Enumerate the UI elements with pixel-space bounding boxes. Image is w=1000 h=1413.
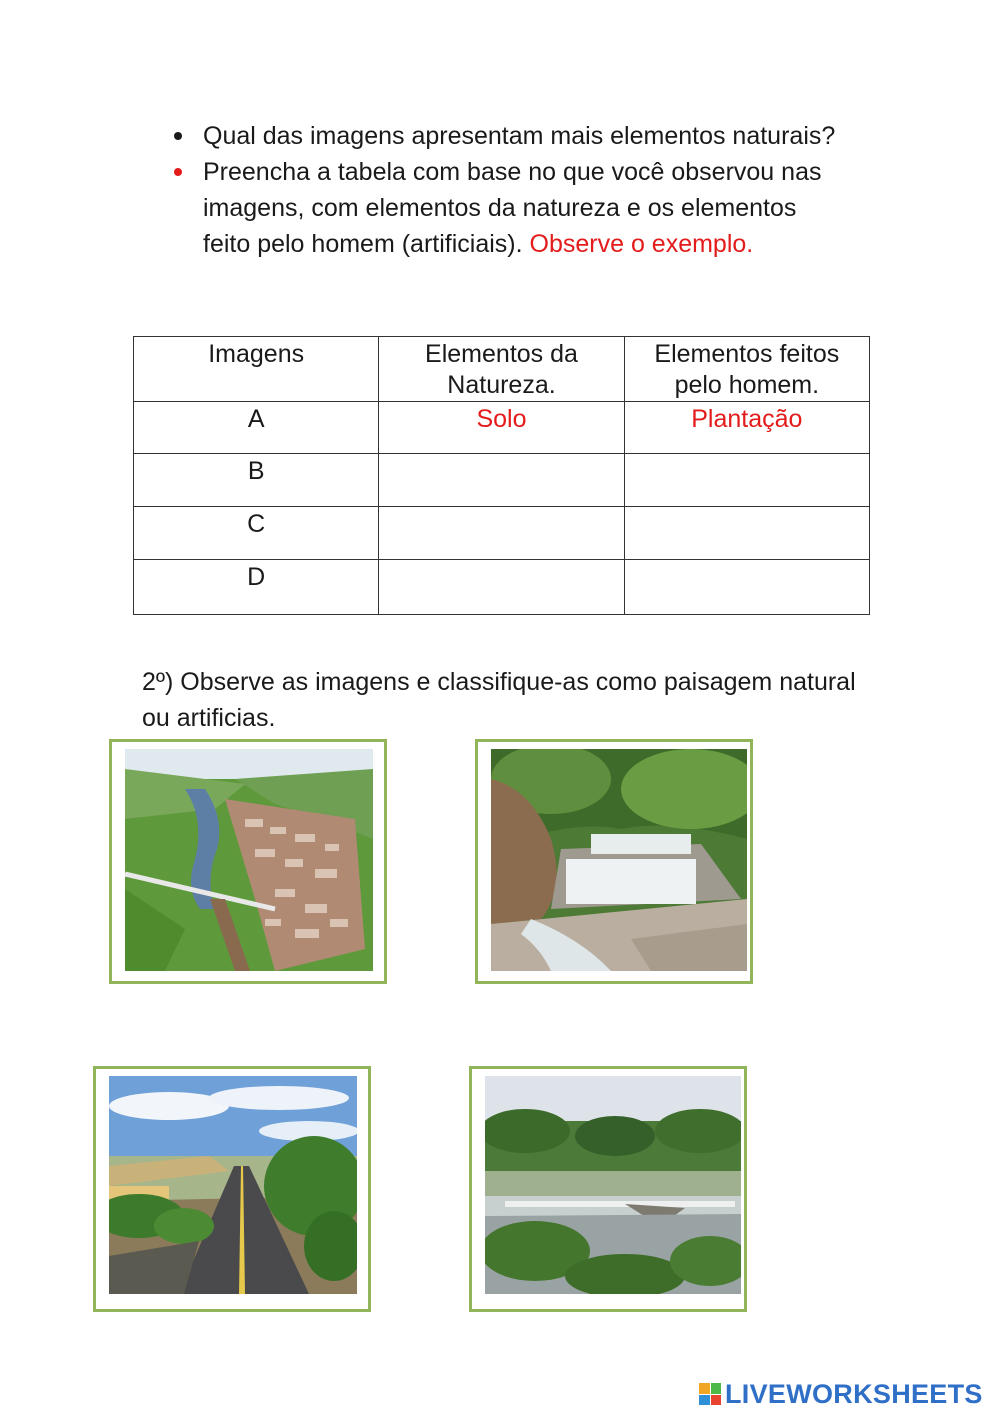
row-label: C — [134, 507, 379, 560]
header-natural: Elementos da Natureza. — [379, 337, 624, 402]
natural-cell — [379, 560, 624, 615]
instruction-text: Preencha a tabela com base no que você observou nas imagens, com elementos da natureza e os elementos feito pelo homem (artificiais). — [203, 158, 822, 258]
logo-icon — [699, 1383, 721, 1405]
table-row — [134, 507, 870, 560]
question-1-text: Qual das imagens apresentam mais elementos naturais? — [203, 122, 836, 150]
artificial-answer-input[interactable] — [638, 564, 855, 592]
row-label: B — [134, 454, 379, 507]
question-bullet-1 — [170, 118, 850, 154]
natural-answer-input[interactable] — [393, 564, 610, 592]
row-label: A — [134, 402, 379, 454]
photo-waterfall — [491, 749, 747, 971]
header-images: Imagens — [134, 337, 379, 402]
artificial-cell — [624, 560, 869, 615]
bullet-icon — [174, 132, 182, 140]
artificial-answer-input[interactable] — [638, 458, 855, 486]
natural-answer-input[interactable] — [393, 458, 610, 486]
photo-river-dam — [485, 1076, 741, 1294]
photo-c-frame — [93, 1066, 371, 1312]
example-artificial-cell: Plantação — [624, 402, 869, 454]
question-bullet-2 — [170, 154, 850, 262]
table-row — [134, 402, 870, 454]
bullet-icon — [174, 168, 182, 176]
artificial-cell — [624, 507, 869, 560]
artificial-cell — [624, 454, 869, 507]
table-header-row — [134, 337, 870, 402]
question-list — [170, 118, 850, 262]
photo-town-aerial — [125, 749, 373, 971]
photo-a-frame — [109, 739, 387, 984]
photo-d-frame — [469, 1066, 747, 1312]
natural-answer-input[interactable] — [393, 511, 610, 539]
table-row — [134, 454, 870, 507]
artificial-answer-input[interactable] — [638, 511, 855, 539]
instruction-highlight: Observe o exemplo. — [529, 230, 754, 258]
table-row — [134, 560, 870, 615]
natural-cell — [379, 454, 624, 507]
example-natural-cell: Solo — [379, 402, 624, 454]
liveworksheets-logo — [699, 1379, 983, 1409]
brand-name: LIVEWORKSHEETS — [725, 1378, 983, 1409]
row-label: D — [134, 560, 379, 615]
header-artificial: Elementos feitos pelo homem. — [624, 337, 869, 402]
natural-cell — [379, 507, 624, 560]
question-2-text: 2º) Observe as imagens e classifique-as como paisagem natural ou artificias. — [142, 668, 856, 732]
photo-road — [109, 1076, 357, 1294]
answer-table — [133, 336, 870, 615]
photo-b-frame — [475, 739, 753, 984]
